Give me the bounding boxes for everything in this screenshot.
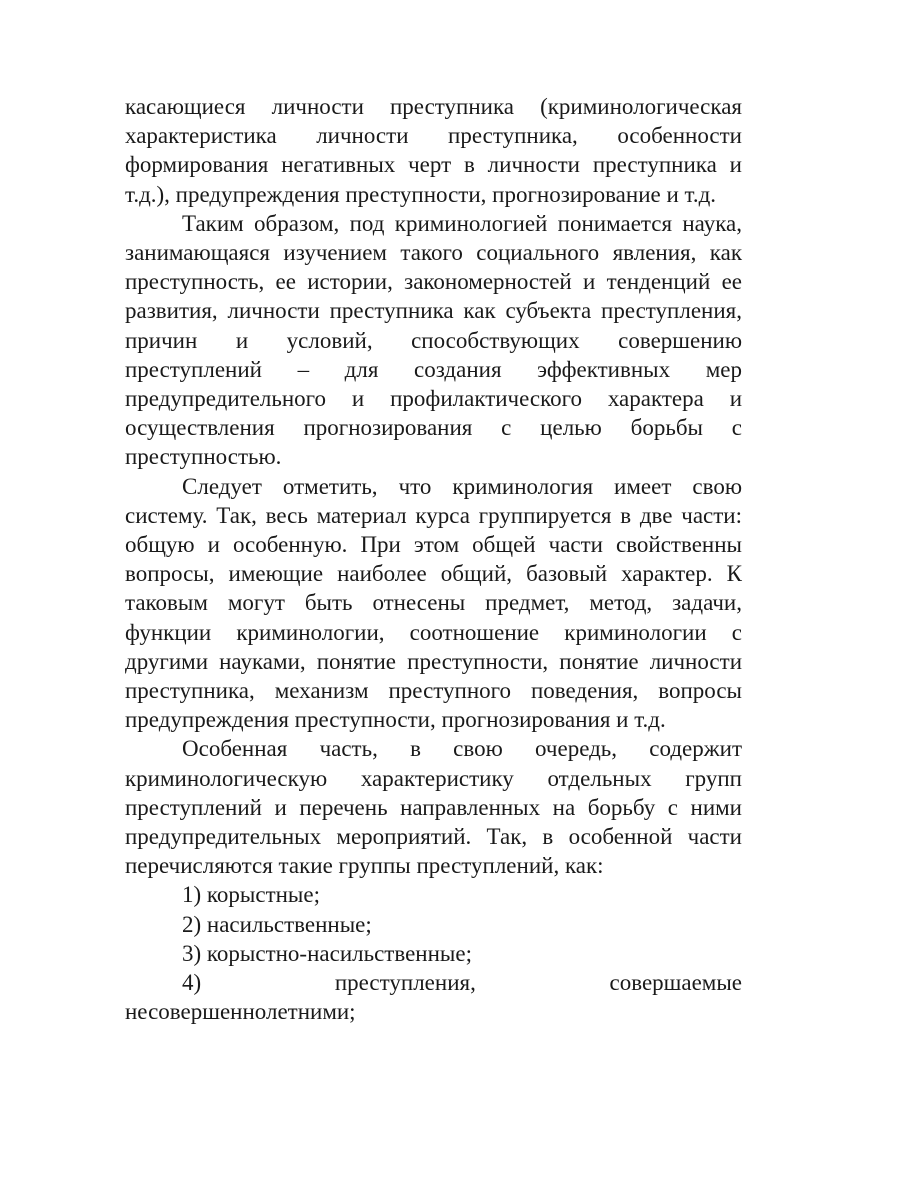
paragraph-special-part: Особенная часть, в свою очередь, содержит криминологическую характеристику отдельных групп преступлений и перечень направленных на борьбу с ними предупредительных мероприятий. Так, в особенной части перечисляются такие группы преступлений, как: (125, 736, 742, 879)
list-item-1: 1) корыстные; (182, 882, 320, 908)
document-page (125, 92, 742, 1027)
list-item-4: 4) преступления, совершаемые (182, 970, 742, 996)
paragraph-definition: Таким образом, под криминологией понимается наука, занимающаяся изучением такого социального явления, как преступность, ее истории, закономерностей и тенденций ее развития, личности преступника как субъекта преступления, причин и условий, способствующих совершению преступлений – для создания эффективных мер предупредительного и профилактического характера и осуществления прогнозирования с целью борьбы с преступностью. (125, 210, 742, 470)
list-item-3: 3) корыстно-насильственные; (182, 940, 472, 966)
paragraph-continuation: касающиеся личности преступника (криминологическая характеристика личности преступника, особенности формирования негативных черт в личности преступника и т.д.), предупреждения преступности, прогнозирование и т.д. (125, 94, 742, 207)
list-item-2: 2) насильственные; (182, 911, 372, 937)
list-item-4-continuation: несовершеннолетними; (125, 999, 356, 1025)
paragraph-system: Следует отметить, что криминология имеет свою систему. Так, весь материал курса группируется в две части: общую и особенную. При этом общей части свойственны вопросы, имеющие наиболее общий, базовый характер. К таковым могут быть отнесены предмет, метод, задачи, функции криминологии, соотношение криминологии с другими науками, понятие преступности, понятие личности преступника, механизм преступного поведения, вопросы предупреждения преступности, прогнозирования и т.д. (125, 473, 742, 733)
